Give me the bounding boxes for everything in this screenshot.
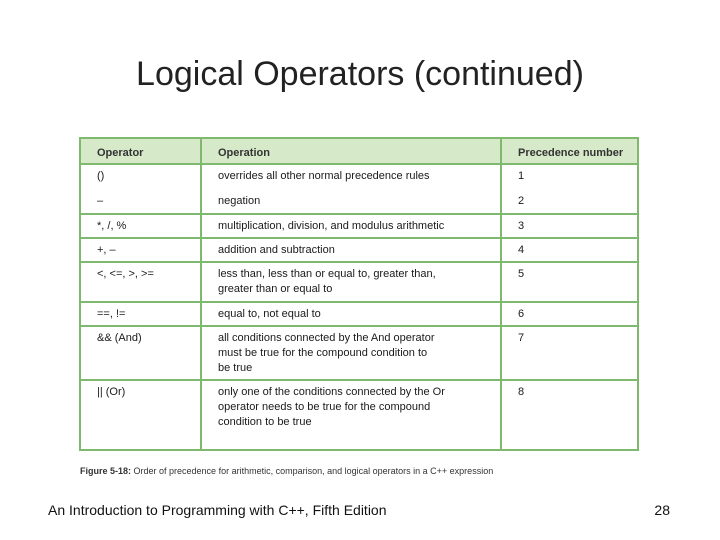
table-row <box>81 238 637 262</box>
operation-cell: less than, less than or equal to, greater than, greater than or equal to <box>201 262 501 302</box>
footer-book-title: An Introduction to Programming with C++, Fifth Edition <box>48 502 387 518</box>
operator-cell: *, /, % <box>81 214 201 238</box>
operation-cell: equal to, not equal to <box>201 302 501 326</box>
figure-caption-text: Order of precedence for arithmetic, comparison, and logical operators in a C++ expression <box>131 466 494 476</box>
operation-cell: multiplication, division, and modulus arithmetic <box>201 214 501 238</box>
operation-cell: overrides all other normal precedence rules <box>201 164 501 190</box>
operation-cell: only one of the conditions connected by the Or operator needs to be true for the compound condition to be true <box>201 380 501 449</box>
header-operator: Operator <box>81 139 201 164</box>
precedence-cell: 8 <box>501 380 637 449</box>
operation-cell: all conditions connected by the And operator must be true for the compound condition to be true <box>201 326 501 380</box>
precedence-table-frame <box>79 137 639 451</box>
operator-cell: +, – <box>81 238 201 262</box>
precedence-cell: 4 <box>501 238 637 262</box>
precedence-cell: 3 <box>501 214 637 238</box>
precedence-table <box>81 139 637 449</box>
table-header-row <box>81 139 637 164</box>
operator-cell: <, <=, >, >= <box>81 262 201 302</box>
table-row <box>81 262 637 302</box>
operation-cell: addition and subtraction <box>201 238 501 262</box>
page-number: 28 <box>654 502 670 518</box>
operator-cell: ==, != <box>81 302 201 326</box>
precedence-cell: 6 <box>501 302 637 326</box>
precedence-cell: 5 <box>501 262 637 302</box>
table-row <box>81 214 637 238</box>
table-row <box>81 326 637 380</box>
table-row <box>81 164 637 190</box>
operator-cell: () <box>97 170 105 182</box>
table-row <box>81 190 637 214</box>
operator-cell: && (And) <box>81 326 201 380</box>
figure-label: Figure 5-18: <box>80 466 132 476</box>
header-operation: Operation <box>201 139 501 164</box>
precedence-cell: 2 <box>501 190 637 214</box>
precedence-cell: 7 <box>501 326 637 380</box>
operation-cell: negation <box>201 190 501 214</box>
operator-cell: || (Or) <box>97 386 126 398</box>
table-row <box>81 380 637 449</box>
slide-title: Logical Operators (continued) <box>136 55 584 93</box>
header-precedence: Precedence number <box>501 139 637 164</box>
table-row <box>81 302 637 326</box>
precedence-cell: 1 <box>501 164 637 190</box>
figure-caption <box>80 466 493 476</box>
operator-cell: – <box>81 190 201 214</box>
